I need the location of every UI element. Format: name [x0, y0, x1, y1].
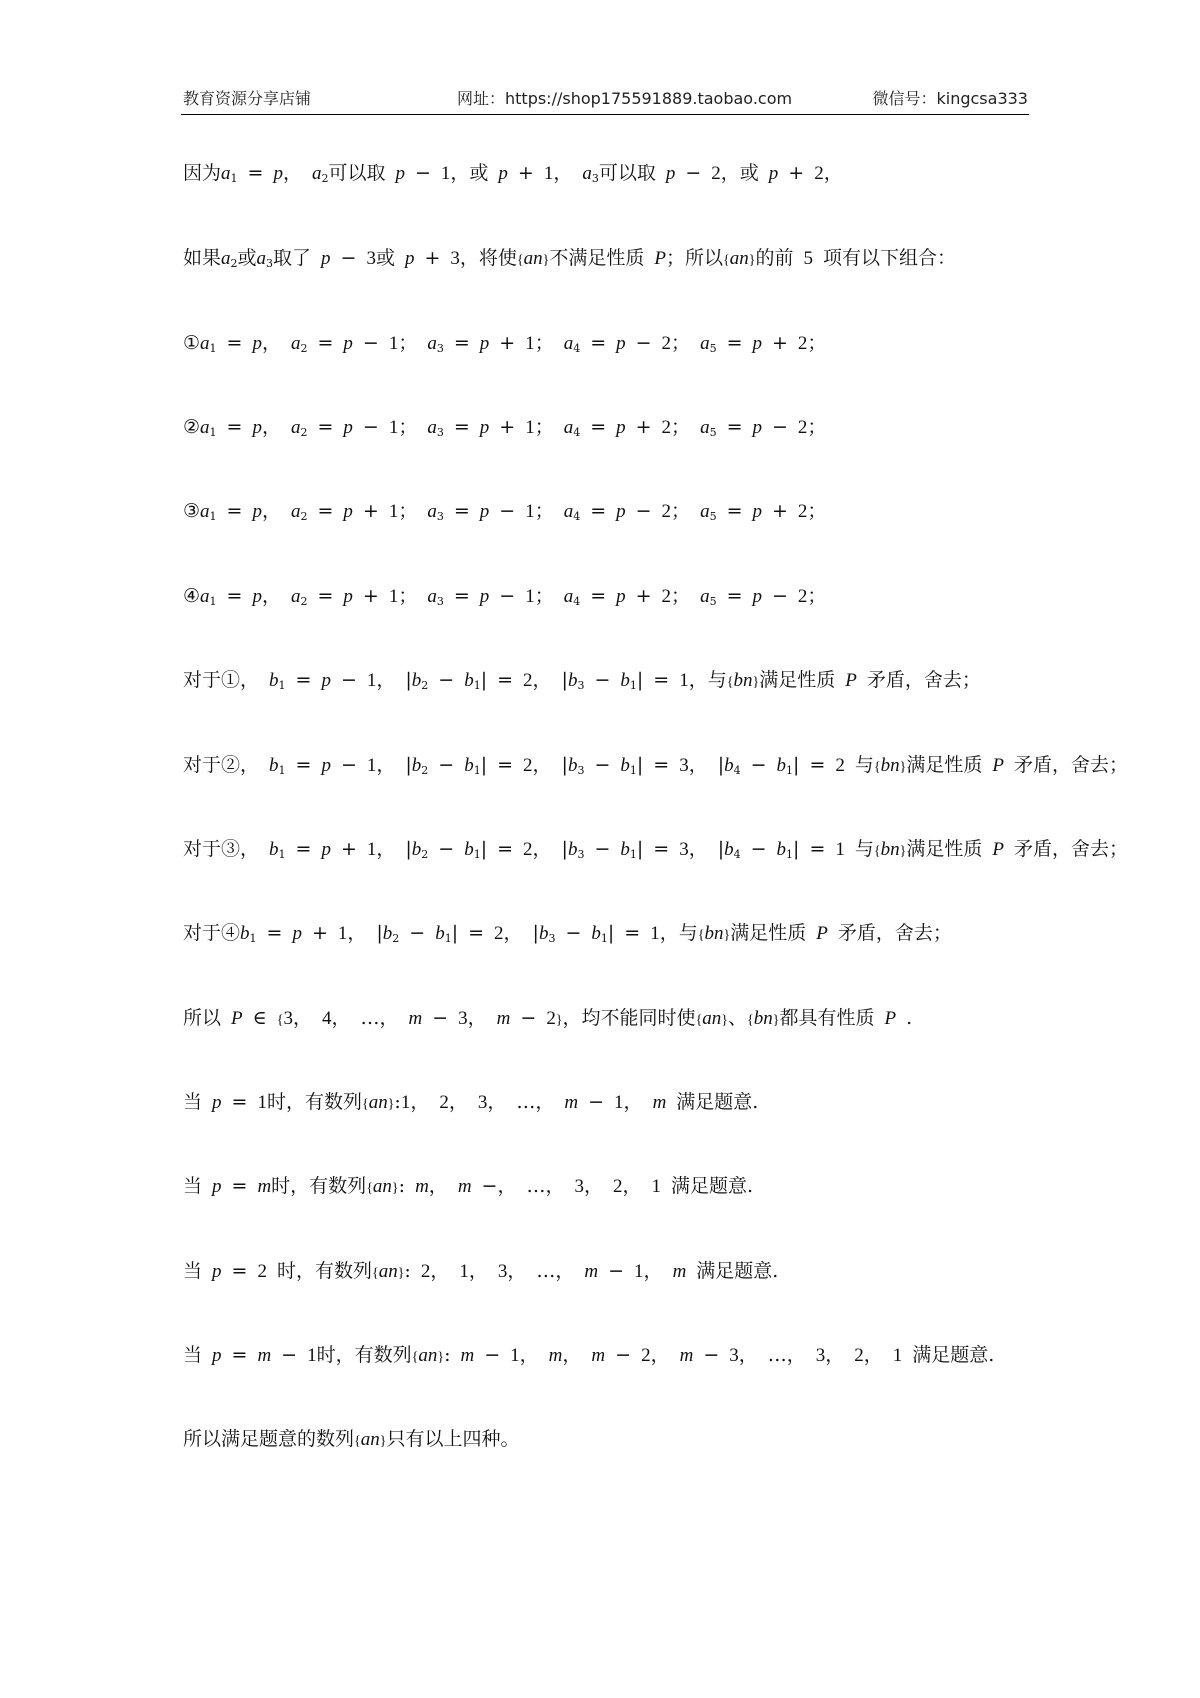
text-line: $③a_1 = p$， $a_2 = p + 1$； $a_3 = p - 1$； $a_4 = p - 2$； $a_5 = p + 2$；	[183, 500, 827, 523]
text-line: 因为$a_1 = p$， $a_2$可以取 p − 1，或 p + 1， $a_3$可以取 p − 2，或 p + 2，	[183, 162, 843, 185]
text-line: 对于$④b_1 = p + 1$， $|b_2 - b_1| = 2$， $|b_3 - b_1| = 1$，与{bn}满足性质 P 矛盾，舍去；	[183, 922, 952, 945]
text-line: 当 p = 1时，有数列{an}:1， 2， 3， …， m − 1， m 满足题意.	[183, 1091, 759, 1113]
header-wechat: 微信号：kingcsa333	[872, 89, 1028, 108]
text-line: 对于③， $b_1 = p + 1$， $|b_2 - b_1| = 2$， $|b_3 - b_1| = 3$， $|b_4 - b_1| = 1$ 与{bn}满足性质 P 矛盾，舍去；	[183, 838, 1128, 861]
header-rule	[181, 114, 1029, 115]
page-header	[183, 86, 1028, 112]
text-line: $②a_1 = p$， $a_2 = p - 1$； $a_3 = p + 1$； $a_4 = p + 2$； $a_5 = p - 2$；	[183, 416, 827, 439]
header-shop-name: 教育资源分享店铺	[183, 89, 312, 108]
text-line: 当 p = m − 1时，有数列{an}: m − 1， m， m − 2， m − 3， …， 3， 2， 1 满足题意.	[183, 1344, 995, 1366]
text-line: 所以 P ∈ {3， 4， …， m − 3， m − 2}，均不能同时使{an}、{bn}都具有性质 P .	[183, 1007, 913, 1029]
text-line: 对于①， $b_1 = p - 1$， $|b_2 - b_1| = 2$， $|b_3 - b_1| = 1$，与{bn}满足性质 P 矛盾，舍去；	[183, 669, 981, 692]
text-line: $①a_1 = p$， $a_2 = p - 1$； $a_3 = p + 1$； $a_4 = p - 2$； $a_5 = p + 2$；	[183, 332, 827, 355]
text-line: 所以满足题意的数列{an}只有以上四种。	[183, 1428, 520, 1450]
text-line: $④a_1 = p$， $a_2 = p + 1$； $a_3 = p - 1$； $a_4 = p + 2$； $a_5 = p - 2$；	[183, 585, 827, 608]
text-line: 当 p = 2 时，有数列{an}: 2， 1， 3， …， m − 1， m 满足题意.	[183, 1260, 779, 1282]
text-line: 对于②， $b_1 = p - 1$， $|b_2 - b_1| = 2$， $|b_3 - b_1| = 3$， $|b_4 - b_1| = 2$ 与{bn}满足性质 P 矛盾，舍去；	[183, 754, 1128, 777]
header-url: 网址：https://shop175591889.taobao.com	[457, 89, 793, 108]
text-line: 当 p = m时，有数列{an}: m， m −， …， 3， 2， 1 满足题意.	[183, 1175, 754, 1197]
text-line: 如果$a_2$或$a_3$取了 p − 3或 p + 3，将使{an}不满足性质 P；所以{an}的前 5 项有以下组合：	[183, 247, 957, 270]
